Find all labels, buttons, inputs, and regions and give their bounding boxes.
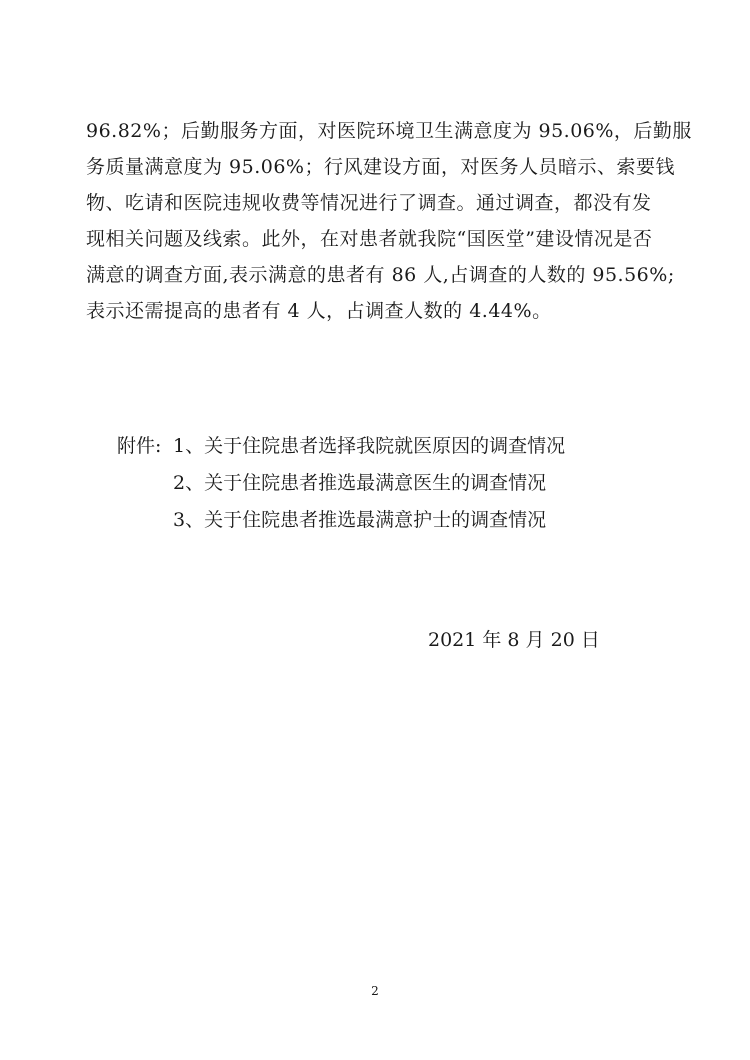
attachment-title: 2、关于住院患者推选最满意医生的调查情况 — [173, 472, 547, 494]
attachment-title: 3、关于住院患者推选最满意护士的调查情况 — [173, 509, 547, 531]
paragraph-line: 务质量满意度为 95.06%；行风建设方面，对医务人员暗示、索要钱 — [86, 156, 675, 178]
paragraph-line: 满意的调查方面,表示满意的患者有 86 人,占调查的人数的 95.56%; — [86, 264, 675, 286]
paragraph-line: 现相关问题及线索。此外，在对患者就我院“国医堂”建设情况是否 — [86, 228, 653, 250]
paragraph-line: 96.82%；后勤服务方面，对医院环境卫生满意度为 95.06%，后勤服 — [86, 120, 692, 142]
attachment-item — [117, 502, 565, 539]
body-paragraph — [86, 113, 692, 329]
paragraph-line: 表示还需提高的患者有 4 人，占调查人数的 4.44%。 — [86, 300, 552, 322]
attachment-item — [117, 465, 565, 502]
attachment-item — [117, 428, 565, 465]
attachment-title: 1、关于住院患者选择我院就医原因的调查情况 — [173, 435, 566, 457]
page-number: 2 — [371, 984, 379, 998]
paragraph-line: 物、吃请和医院违规收费等情况进行了调查。通过调查，都没有发 — [86, 192, 652, 214]
attachments-list — [117, 428, 565, 539]
attachments-prefix: 附件: — [117, 435, 162, 457]
document-date: 2021 年 8 月 20 日 — [428, 629, 600, 651]
